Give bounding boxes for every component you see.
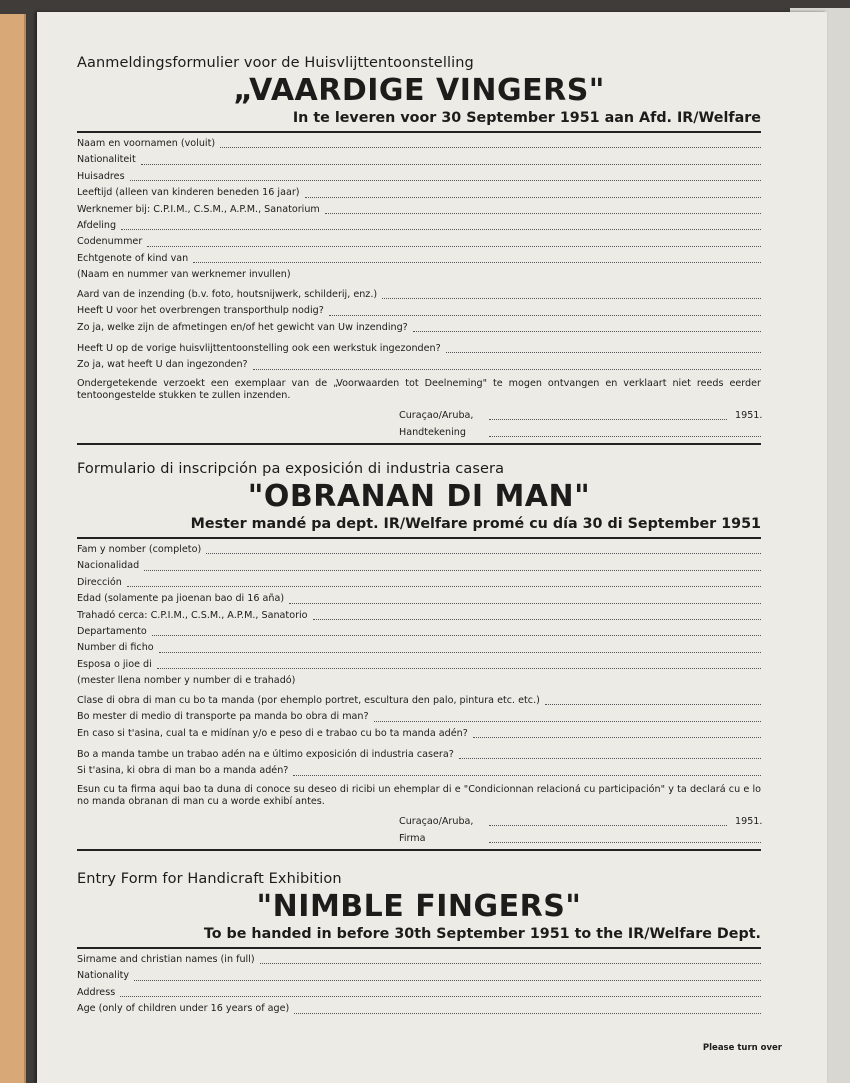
- previous-entry-detail-field[interactable]: [77, 763, 761, 779]
- previous-entry-field[interactable]: [77, 747, 761, 763]
- form-fields: [77, 952, 761, 1018]
- nationality-field[interactable]: [77, 152, 761, 168]
- age-field[interactable]: [77, 1001, 761, 1017]
- address-field[interactable]: [77, 985, 761, 1001]
- fill-line[interactable]: [489, 419, 727, 420]
- turn-over-note: Please turn over: [702, 1043, 782, 1053]
- field-label: Nationaliteit: [77, 154, 136, 166]
- employer-field[interactable]: [77, 608, 761, 624]
- field-label: En caso si t'asina, cual ta e midínan y/o e peso di e trabao cu bo ta manda adén?: [77, 727, 468, 739]
- field-label: Zo ja, wat heeft U dan ingezonden?: [77, 359, 248, 371]
- field-label: Dirección: [77, 576, 122, 588]
- field-label: Afdeling: [77, 220, 117, 232]
- delivery-instruction: In te leveren voor 30 September 1951 aan Afd. IR/Welfare: [77, 108, 761, 133]
- signature-label: Firma: [399, 832, 426, 844]
- place-label: Curaçao/Aruba,: [399, 815, 474, 827]
- address-field[interactable]: [77, 575, 761, 591]
- name-field[interactable]: [77, 542, 761, 558]
- nationality-field[interactable]: [77, 968, 761, 984]
- field-label: Zo ja, welke zijn de afmetingen en/of het gewicht van Uw inzending?: [77, 321, 408, 333]
- field-label: Number di ficho: [77, 642, 154, 654]
- fill-line[interactable]: [206, 553, 761, 554]
- fill-line[interactable]: [193, 262, 761, 263]
- delivery-instruction: Mester mandé pa dept. IR/Welfare promé cu día 30 di September 1951: [77, 514, 761, 539]
- age-field[interactable]: [77, 591, 761, 607]
- field-label: Huisadres: [77, 170, 125, 182]
- exhibition-title: „VAARDIGE VINGERS": [233, 73, 605, 108]
- fill-line[interactable]: [253, 369, 761, 370]
- field-label: Naam en voornamen (voluit): [77, 138, 216, 149]
- fill-line[interactable]: [121, 229, 761, 230]
- year-label: 1951.: [735, 815, 763, 827]
- dutch-form-section: [77, 54, 761, 445]
- transport-field[interactable]: [77, 709, 761, 725]
- fill-line[interactable]: [489, 436, 761, 437]
- field-label: Heeft U voor het overbrengen transporthulp nodig?: [77, 305, 324, 317]
- exhibition-title: "OBRANAN DI MAN": [247, 479, 591, 514]
- address-field[interactable]: [77, 169, 761, 185]
- field-label: Aard van de inzending (b.v. foto, houtsnijwerk, schilderij, enz.): [77, 288, 378, 300]
- fill-line[interactable]: [157, 668, 761, 669]
- fill-line[interactable]: [293, 775, 761, 776]
- fill-line[interactable]: [144, 570, 761, 571]
- name-field[interactable]: [77, 952, 761, 968]
- department-field[interactable]: [77, 624, 761, 640]
- fill-line[interactable]: [134, 980, 761, 981]
- field-label: Bo a manda tambe un trabao adén na e último exposición di industria casera?: [77, 748, 454, 760]
- fill-line[interactable]: [159, 652, 761, 653]
- field-label: Codenummer: [77, 236, 143, 248]
- name-field[interactable]: [77, 136, 761, 152]
- fill-line[interactable]: [141, 164, 761, 165]
- fill-line[interactable]: [305, 197, 761, 198]
- fill-line[interactable]: [120, 996, 761, 997]
- section-divider: [77, 443, 761, 445]
- employer-field[interactable]: [77, 202, 761, 218]
- code-number-field[interactable]: [77, 640, 761, 656]
- code-number-field[interactable]: [77, 234, 761, 250]
- fill-line[interactable]: [260, 963, 761, 964]
- field-label: Edad (solamente pa jioenan bao di 16 aña): [77, 593, 285, 605]
- transport-field[interactable]: [77, 303, 761, 319]
- field-label: Clase di obra di man cu bo ta manda (por ehemplo portret, escultura den palo, pintura etc. etc.): [77, 694, 540, 706]
- field-label: Nationality: [77, 970, 130, 982]
- fill-line[interactable]: [459, 758, 761, 759]
- spouse-child-field[interactable]: [77, 657, 761, 673]
- signature-field[interactable]: [399, 424, 761, 441]
- field-label: Sirname and christian names (in full): [77, 954, 255, 965]
- signature-field[interactable]: [399, 830, 761, 847]
- spouse-child-field[interactable]: [77, 251, 761, 267]
- year-label: 1951.: [735, 409, 763, 421]
- fill-line[interactable]: [489, 825, 727, 826]
- english-form-section: [77, 870, 761, 1018]
- form-intro: Entry Form for Handicraft Exhibition: [77, 871, 342, 887]
- nationality-field[interactable]: [77, 558, 761, 574]
- field-label: Age (only of children under 16 years of age): [77, 1003, 290, 1015]
- spouse-child-note: [77, 269, 761, 282]
- spouse-child-note: [77, 675, 761, 688]
- fill-line[interactable]: [473, 737, 761, 738]
- binder-cover-edge: [0, 14, 26, 1083]
- department-field[interactable]: [77, 218, 761, 234]
- field-label: Echtgenote of kind van: [77, 252, 189, 264]
- dimensions-field[interactable]: [77, 726, 761, 742]
- place-date-field[interactable]: [399, 813, 761, 830]
- fill-line[interactable]: [489, 842, 761, 843]
- field-label: Trahadó cerca: C.P.I.M., C.S.M., A.P.M., Sanatorio: [77, 609, 308, 621]
- exhibition-title: "NIMBLE FINGERS": [256, 889, 582, 924]
- declaration-text: Ondergetekende verzoekt een exemplaar van de „Voorwaarden tot Deelneming" te mogen ontvangen en verklaart niet reeds eerder tentoongestelde stukken te zullen inzenden.: [77, 377, 761, 402]
- place-label: Curaçao/Aruba,: [399, 409, 474, 421]
- field-label: Heeft U op de vorige huisvlijttentoonstelling ook een werkstuk ingezonden?: [77, 342, 441, 354]
- delivery-instruction: To be handed in before 30th September 1951 to the IR/Welfare Dept.: [77, 924, 761, 949]
- dimensions-field[interactable]: [77, 320, 761, 336]
- fill-line[interactable]: [325, 213, 761, 214]
- field-label: Address: [77, 986, 116, 998]
- form-fields: [77, 542, 761, 780]
- field-label: Departamento: [77, 626, 147, 638]
- age-field[interactable]: [77, 185, 761, 201]
- fill-line[interactable]: [220, 147, 761, 148]
- fill-line[interactable]: [127, 586, 761, 587]
- fill-line[interactable]: [152, 635, 761, 636]
- fill-line[interactable]: [313, 619, 761, 620]
- form-fields: [77, 136, 761, 374]
- fill-line[interactable]: [130, 180, 761, 181]
- signature-label: Handtekening: [399, 426, 466, 438]
- field-note: (Naam en nummer van werknemer invullen): [77, 269, 291, 281]
- field-label: Fam y nomber (completo): [77, 544, 202, 555]
- declaration-text: Esun cu ta firma aqui bao ta duna di conoce su deseo di ricibi un ehemplar di e "Condicionnan relacioná cu participación" y ta declará cu e lo no manda obranan di man cu a worde exhibí antes.: [77, 783, 761, 808]
- fill-line[interactable]: [382, 298, 761, 299]
- entry-type-field[interactable]: [77, 693, 761, 709]
- form-intro: Formulario di inscripción pa exposición di industria casera: [77, 461, 505, 477]
- field-label: Leeftijd (alleen van kinderen beneden 16 jaar): [77, 187, 300, 199]
- papiamento-form-section: [77, 460, 761, 851]
- fill-line[interactable]: [329, 315, 761, 316]
- section-divider: [77, 849, 761, 851]
- previous-entry-field[interactable]: [77, 341, 761, 357]
- entry-type-field[interactable]: [77, 287, 761, 303]
- fill-line[interactable]: [147, 246, 761, 247]
- field-label: Werknemer bij: C.P.I.M., C.S.M., A.P.M., Sanatorium: [77, 203, 320, 215]
- fill-line[interactable]: [545, 704, 761, 705]
- fill-line[interactable]: [413, 331, 761, 332]
- field-label: Bo mester di medio di transporte pa manda bo obra di man?: [77, 711, 369, 723]
- place-date-field[interactable]: [399, 407, 761, 424]
- field-label: Esposa o jioe di: [77, 658, 152, 670]
- fill-line[interactable]: [294, 1013, 761, 1014]
- previous-entry-detail-field[interactable]: [77, 357, 761, 373]
- field-label: Si t'asina, ki obra di man bo a manda adén?: [77, 765, 289, 777]
- form-intro: Aanmeldingsformulier voor de Huisvlijttentoonstelling: [77, 55, 474, 71]
- field-note: (mester llena nomber y number di e trahadó): [77, 675, 296, 687]
- fill-line[interactable]: [446, 352, 761, 353]
- fill-line[interactable]: [289, 603, 761, 604]
- fill-line[interactable]: [374, 721, 761, 722]
- field-label: Nacionalidad: [77, 560, 140, 572]
